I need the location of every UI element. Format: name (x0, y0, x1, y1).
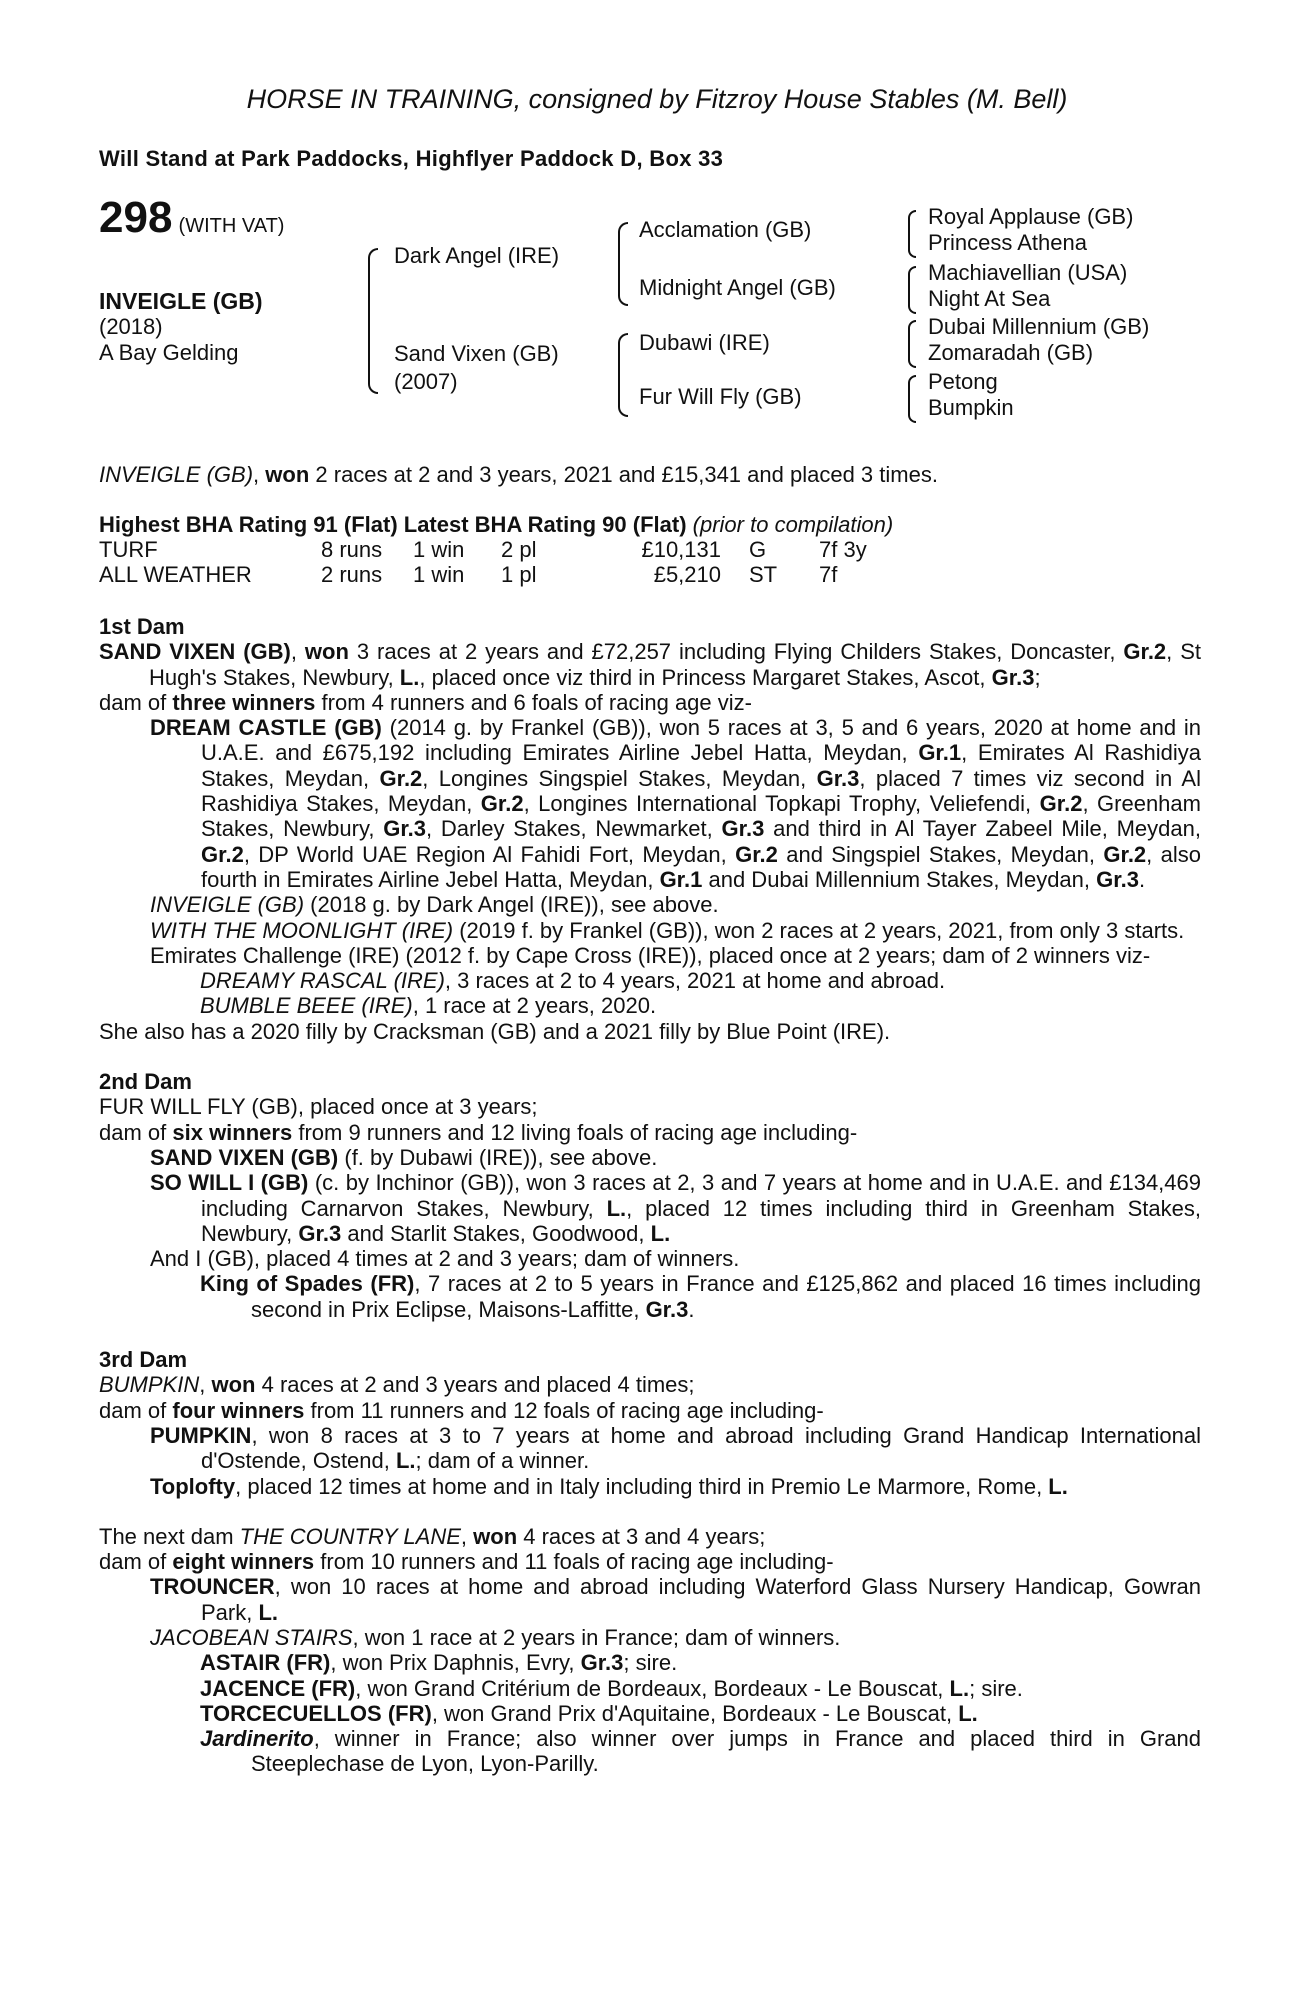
ratings-block (99, 512, 899, 587)
emphasis-text: L. (650, 1220, 671, 1246)
pedigree-brace (908, 210, 916, 258)
pedigree-entry (99, 1625, 1201, 1650)
rating-cell: £5,210 (653, 562, 721, 587)
text-run: 4 races at 2 and 3 years and placed 4 times; (255, 1372, 695, 1398)
rating-cell: 2 runs (321, 562, 383, 587)
lot-number: 298 (99, 193, 173, 242)
text-run: , (253, 462, 266, 487)
emphasis-text: Toplofty (150, 1473, 236, 1499)
pedigree-entry (99, 1650, 1201, 1675)
text-run: FUR WILL FLY (GB), placed once at 3 years; (99, 1094, 538, 1120)
great-grandparent: Princess Athena (928, 230, 1087, 255)
emphasis-text: Jardinerito (200, 1726, 314, 1752)
emphasis-text: Gr.2 (735, 841, 778, 867)
text-run: dam of (99, 689, 173, 715)
text-run: dam of (99, 1397, 173, 1423)
emphasis-text: L. (395, 1448, 416, 1474)
text-run: from 9 runners and 12 living foals of racing age including- (292, 1119, 858, 1145)
pedigree-entry (99, 968, 1201, 993)
emphasis-text: three winners (172, 689, 316, 715)
rating-cell: TURF (99, 537, 158, 562)
pedigree-entry (99, 1726, 1201, 1777)
pedigree-entry (99, 1423, 1201, 1474)
rating-cell: 1 win (413, 537, 465, 562)
emphasis-text: Gr.2 (201, 841, 244, 867)
text-run: , (290, 639, 305, 665)
emphasis-text: Gr.3 (816, 765, 860, 791)
rating-row (99, 537, 899, 562)
pedigree-entry (99, 1676, 1201, 1701)
pedigree-entry (99, 892, 1201, 917)
text-run: , won 8 races at 3 to 7 years at home and abroad including Grand Handicap International d'Ostende, Ostend, (201, 1422, 1201, 1474)
text-run: (2019 f. by Frankel (GB)), won 2 races at 2 years, 2021, from only 3 starts. (453, 917, 1185, 943)
emphasis-text: L. (1048, 1473, 1068, 1499)
rating-note: (prior to compilation) (692, 512, 894, 537)
pedigree-section (99, 1524, 1201, 1777)
great-grandparent: Zomaradah (GB) (928, 340, 1094, 365)
text-run: ; dam of a winner. (415, 1448, 590, 1474)
rating-cell: 7f (819, 562, 838, 587)
pedigree-brace (908, 266, 916, 314)
text-run: , placed once viz third in Princess Margaret Stakes, Ascot, (419, 664, 992, 690)
emphasis-text: Gr.1 (659, 866, 703, 892)
text-run: and Dubai Millennium Stakes, Meydan, (702, 866, 1097, 892)
pedigree-entry (99, 1372, 1201, 1397)
emphasis-text: JACENCE (FR) (200, 1675, 356, 1701)
sire-dam: Midnight Angel (GB) (639, 275, 836, 300)
pedigree-brace (368, 248, 378, 394)
pedigree-entry (99, 1524, 1201, 1549)
great-grandparent: Machiavellian (USA) (928, 260, 1128, 285)
text-run: , placed 12 times including third in Greenham Stakes, Newbury, (201, 1195, 1201, 1246)
text-run: The next dam (99, 1523, 240, 1549)
rating-cell: 2 pl (501, 537, 537, 562)
pedigree-entry (99, 1120, 1201, 1145)
emphasis-text: TROUNCER (150, 1574, 275, 1600)
emphasis-text: SAND VIXEN (GB) (99, 639, 291, 665)
text-run: , (460, 1523, 474, 1549)
text-run: from 10 runners and 11 foals of racing age including- (314, 1549, 834, 1575)
text-run: from 4 runners and 6 foals of racing age viz- (315, 689, 752, 715)
emphasis-text: Gr.3 (298, 1220, 342, 1246)
great-grandparent: Dubai Millennium (GB) (928, 314, 1150, 339)
pedigree-section (99, 614, 1201, 1044)
emphasis-text: INVEIGLE (GB) (99, 462, 254, 487)
text-run: dam of (99, 1549, 173, 1575)
text-run: , won Prix Daphnis, Evry, (330, 1650, 581, 1676)
text-run: , won 10 races at home and abroad including Waterford Glass Nursery Handicap, Gowran Park, (201, 1574, 1201, 1625)
rating-cell: 7f 3y (819, 537, 867, 562)
emphasis-text: won (265, 462, 310, 487)
horse-name: INVEIGLE (GB) (99, 288, 263, 314)
pedigree-entry (99, 943, 1201, 968)
emphasis-text: Gr.2 (480, 791, 524, 817)
horse-year: (2018) (99, 314, 163, 339)
emphasis-text: SO WILL I (GB) (150, 1170, 309, 1196)
text-run: (c. by Inchinor (GB)), won 3 races at 2, 3 and 7 years at home and in U.A.E. and £134,469 including Carnarvon Stakes, Newbury, (201, 1170, 1201, 1221)
emphasis-text: WITH THE MOONLIGHT (IRE) (150, 917, 454, 943)
emphasis-text: L. (258, 1599, 279, 1625)
pedigree-entry (99, 1271, 1201, 1322)
section-heading: 1st Dam (99, 614, 185, 639)
pedigree-entry (99, 918, 1201, 943)
emphasis-text: L. (958, 1700, 978, 1726)
text-run: , DP World UAE Region Al Fahidi Fort, Meydan, (243, 841, 736, 867)
rating-cell: 1 pl (501, 562, 537, 587)
emphasis-text: DREAMY RASCAL (IRE) (200, 968, 445, 994)
vat-note: (WITH VAT) (178, 215, 285, 237)
pedigree-entry (99, 1701, 1201, 1726)
emphasis-text: Gr.3 (383, 816, 427, 842)
text-run: , won 1 race at 2 years in France; dam of winners. (352, 1624, 841, 1650)
performance-summary (99, 462, 1209, 488)
text-run: dam of (99, 1119, 173, 1145)
text-run: (f. by Dubawi (IRE)), see above. (338, 1144, 658, 1170)
emphasis-text: four winners (172, 1397, 305, 1423)
emphasis-text: Gr.3 (1096, 866, 1139, 892)
emphasis-text: Gr.2 (1039, 791, 1083, 817)
emphasis-text: THE COUNTRY LANE (239, 1523, 461, 1549)
horse-description: A Bay Gelding (99, 340, 239, 365)
page-title: HORSE IN TRAINING, consigned by Fitzroy House Stables (M. Bell) (246, 84, 1068, 114)
emphasis-text: ASTAIR (FR) (200, 1650, 331, 1676)
pedigree-entry (99, 1145, 1201, 1170)
emphasis-text: L. (949, 1675, 970, 1701)
rating-cell: ST (749, 562, 778, 587)
text-run: (2018 g. by Dark Angel (IRE)), see above. (304, 892, 719, 918)
emphasis-text: Gr.3 (645, 1296, 689, 1322)
emphasis-text: L. (606, 1195, 627, 1221)
text-run: , Greenham Stakes, Newbury, (201, 791, 1201, 842)
great-grandparent: Royal Applause (GB) (928, 204, 1134, 229)
rating-cell: £10,131 (641, 537, 721, 562)
text-run: , (199, 1372, 212, 1398)
pedigree-entry (99, 993, 1201, 1018)
text-run: , Darley Stakes, Newmarket, (426, 816, 722, 842)
text-run: 2 races at 2 and 3 years, 2021 and £15,341 and placed 3 times. (309, 462, 938, 487)
text-run: , also fourth in Emirates Airline Jebel Hatta, Meydan, (201, 841, 1201, 892)
text-run: 4 races at 3 and 4 years; (517, 1523, 766, 1549)
pedigree-entry (99, 1398, 1201, 1423)
dam-dam: Fur Will Fly (GB) (639, 384, 802, 409)
text-run: , won Grand Prix d'Aquitaine, Bordeaux - Le Bouscat, (431, 1700, 959, 1726)
stabling-info: Will Stand at Park Paddocks, Highflyer Paddock D, Box 33 (99, 146, 724, 171)
pedigree-entry (99, 715, 1201, 892)
emphasis-text: King of Spades (FR) (200, 1271, 415, 1297)
pedigree-brace (618, 333, 628, 417)
text-run: and Starlit Stakes, Goodwood, (341, 1220, 651, 1246)
emphasis-text: won (211, 1372, 256, 1398)
section-heading: 2nd Dam (99, 1069, 192, 1095)
emphasis-text: eight winners (172, 1549, 315, 1575)
text-run: . (1138, 866, 1146, 892)
emphasis-text: Gr.3 (991, 664, 1035, 690)
rating-cell: ALL WEATHER (99, 562, 252, 587)
dam: Sand Vixen (GB) (394, 341, 559, 366)
emphasis-text: DREAM CASTLE (GB) (150, 715, 382, 741)
emphasis-text: SAND VIXEN (GB) (150, 1144, 339, 1170)
emphasis-text: Gr.3 (721, 816, 765, 842)
rating-row (99, 562, 899, 587)
pedigree-notes (99, 614, 1201, 1802)
emphasis-text: INVEIGLE (GB) (150, 892, 305, 918)
section-heading: 3rd Dam (99, 1347, 188, 1373)
emphasis-text: Gr.2 (1103, 841, 1147, 867)
text-run: And I (GB), placed 4 times at 2 and 3 years; dam of winners. (150, 1246, 740, 1272)
emphasis-text: won (473, 1523, 518, 1549)
emphasis-text: six winners (172, 1119, 293, 1145)
emphasis-text: BUMPKIN (99, 1372, 200, 1398)
emphasis-text: Gr.1 (918, 740, 962, 766)
emphasis-text: TORCECUELLOS (FR) (200, 1700, 432, 1726)
pedigree-entry (99, 1019, 1201, 1044)
pedigree-entry (99, 639, 1201, 690)
sire-sire: Acclamation (GB) (639, 217, 812, 242)
pedigree-brace (618, 222, 628, 306)
emphasis-text: won (304, 639, 349, 665)
text-run: , Longines Singspiel Stakes, Meydan, (422, 765, 817, 791)
text-run: , 7 races at 2 to 5 years in France and £125,862 and placed 16 times including second in Prix Eclipse, Maisons-Laffitte, (251, 1271, 1201, 1322)
emphasis-text: Gr.2 (1123, 639, 1167, 665)
text-run: , Emirates Al Rashidiya Stakes, Meydan, (201, 740, 1201, 791)
pedigree-entry (99, 1549, 1201, 1574)
text-run: , Longines International Topkapi Trophy, Veliefendi, (523, 791, 1040, 817)
lot-number-line (99, 193, 285, 242)
great-grandparent: Night At Sea (928, 286, 1051, 311)
pedigree-section (99, 1069, 1201, 1322)
rating-heading: Highest BHA Rating 91 (Flat) Latest BHA Rating 90 (Flat) (99, 512, 687, 537)
great-grandparent: Bumpkin (928, 395, 1014, 420)
pedigree-brace (908, 375, 916, 423)
emphasis-text: PUMPKIN (150, 1422, 252, 1448)
emphasis-text: BUMBLE BEEE (IRE) (200, 993, 413, 1019)
text-run: 3 races at 2 years and £72,257 including Flying Childers Stakes, Doncaster, (348, 639, 1124, 665)
text-run: , 1 race at 2 years, 2020. (412, 993, 657, 1019)
text-run: , won Grand Critérium de Bordeaux, Bordeaux - Le Bouscat, (355, 1675, 950, 1701)
rating-cell: 1 win (413, 562, 465, 587)
dam-year: (2007) (394, 369, 458, 394)
great-grandparent: Petong (928, 369, 998, 394)
emphasis-text: L. (399, 664, 420, 690)
emphasis-text: JACOBEAN STAIRS (150, 1624, 353, 1650)
text-run: , placed 12 times at home and in Italy including third in Premio Le Marmore, Rome, (235, 1473, 1049, 1499)
dam-sire: Dubawi (IRE) (639, 330, 770, 355)
rating-cell: G (749, 537, 767, 562)
pedigree-entry (99, 1574, 1201, 1625)
text-run: (2014 g. by Frankel (GB)), won 5 races at 3, 5 and 6 years, 2020 at home and in U.A.E. and £675,192 including Emirates Airline Jebel Hatta, Meydan, (201, 715, 1201, 766)
pedigree-brace (908, 320, 916, 368)
pedigree-entry (99, 1246, 1201, 1271)
emphasis-text: Gr.2 (379, 765, 423, 791)
pedigree-entry (99, 1474, 1201, 1499)
sire: Dark Angel (IRE) (394, 243, 560, 268)
emphasis-text: Gr.3 (580, 1650, 624, 1676)
pedigree-entry (99, 1170, 1201, 1246)
text-run: Emirates Challenge (IRE) (2012 f. by Cape Cross (IRE)), placed once at 2 years; dam of 2 winners viz- (150, 942, 1151, 968)
text-run: from 11 runners and 12 foals of racing age including- (304, 1397, 824, 1423)
text-run: and third in Al Tayer Zabeel Mile, Meydan, (764, 816, 1201, 842)
text-run: She also has a 2020 filly by Cracksman (GB) and a 2021 filly by Blue Point (IRE). (99, 1018, 891, 1044)
pedigree-entry (99, 690, 1201, 715)
text-run: ; (1034, 664, 1041, 690)
text-run: . (688, 1296, 695, 1322)
text-run: , 3 races at 2 to 4 years, 2021 at home and abroad. (444, 968, 946, 994)
text-run: ; sire. (623, 1650, 678, 1676)
text-run: , winner in France; also winner over jumps in France and placed third in Grand Steeplechase de Lyon, Lyon-Parilly. (251, 1726, 1201, 1777)
pedigree-section (99, 1347, 1201, 1499)
rating-cell: 8 runs (321, 537, 383, 562)
text-run: , placed 7 times viz second in Al Rashidiya Stakes, Meydan, (201, 765, 1201, 817)
text-run: ; sire. (969, 1675, 1023, 1701)
text-run: and Singspiel Stakes, Meydan, (777, 841, 1104, 867)
pedigree-entry (99, 1094, 1201, 1119)
text-run: , St Hugh's Stakes, Newbury, (149, 639, 1201, 690)
